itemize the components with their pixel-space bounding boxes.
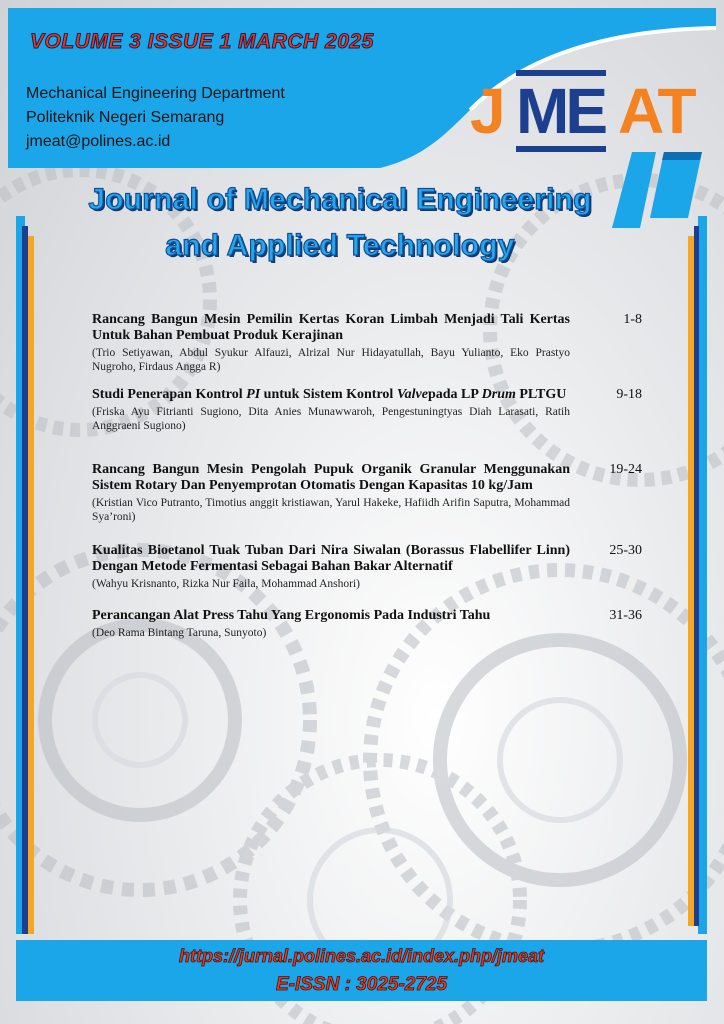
institution-name: Politeknik Negeri Semarang	[26, 109, 225, 126]
jmeat-logo	[468, 68, 718, 158]
article-authors: (Deo Rama Bintang Taruna, Sunyoto)	[92, 627, 267, 639]
toc-entry[interactable]	[92, 387, 642, 433]
article-title[interactable]: Perancangan Alat Press Tahu Yang Ergonomis Pada Industri Tahu	[92, 608, 491, 623]
article-authors: (Friska Ayu Fitrianti Sugiono, Dita Anies Munawwaroh, Pengestuningtyas Diah Larasati, Ratih Anggraeni Sugiono)	[92, 406, 570, 432]
toc-entry[interactable]	[92, 312, 642, 374]
article-title[interactable]: Kualitas Bioetanol Tuak Tuban Dari Nira Siwalan (Borassus Flabellifer Linn) Dengan Metode Fermentasi Sebagai Bahan Bakar Alternatif	[92, 543, 570, 574]
journal-title-line-2: and Applied Technology	[165, 229, 515, 262]
article-title[interactable]: Studi Penerapan Kontrol PI untuk Sistem Kontrol Valvepada LP Drum PLTGU	[92, 387, 567, 402]
article-pages: 19-24	[609, 462, 642, 477]
article-authors: (Trio Setiyawan, Abdul Syukur Alfauzi, Alrizal Nur Hidayatullah, Bayu Yulianto, Eko Prastyo Nugroho, Firdaus Angga R)	[92, 347, 570, 373]
footer-banner	[16, 940, 707, 1001]
toc-entry[interactable]	[92, 608, 642, 640]
article-pages: 31-36	[609, 608, 642, 623]
logo-letter-j: J	[470, 75, 504, 147]
toc-entry[interactable]	[92, 462, 642, 524]
logo-me-box	[516, 70, 606, 152]
article-pages: 25-30	[609, 543, 642, 558]
logo-slant-block-2	[650, 152, 702, 218]
article-authors: (Wahyu Krisnanto, Rizka Nur Faila, Mohammad Anshori)	[92, 578, 360, 590]
department-name: Mechanical Engineering Department	[26, 85, 285, 102]
volume-issue-line: VOLUME 3 ISSUE 1 MARCH 2025	[30, 30, 374, 53]
article-title[interactable]: Rancang Bangun Mesin Pengolah Pupuk Organik Granular Menggunakan Sistem Rotary Dan Penyemprotan Otomatis Dengan Kapasitas 10 kg/Jam	[92, 462, 570, 493]
journal-url-link[interactable]: https://jurnal.polines.ac.id/index.php/jmeat	[178, 946, 545, 966]
eissn-label: E-ISSN : 3025-2725	[275, 974, 448, 995]
article-pages: 1-8	[623, 312, 642, 327]
contact-email[interactable]: jmeat@polines.ac.id	[26, 133, 171, 150]
logo-letters-at: AT	[618, 75, 695, 147]
toc-entry[interactable]	[92, 543, 642, 591]
article-pages: 9-18	[616, 387, 642, 402]
journal-title-line-1: Journal of Mechanical Engineering	[88, 183, 592, 216]
logo-letters-me: ME	[516, 75, 604, 147]
article-authors: (Kristian Vico Putranto, Timotius anggit kristiawan, Yarul Hakeke, Hafiidh Arifin Saputra, Mohammad Sya’roni)	[92, 497, 570, 523]
article-title[interactable]: Rancang Bangun Mesin Pemilin Kertas Koran Limbah Menjadi Tali Kertas Untuk Bahan Pembuat Produk Kerajinan	[92, 312, 570, 343]
